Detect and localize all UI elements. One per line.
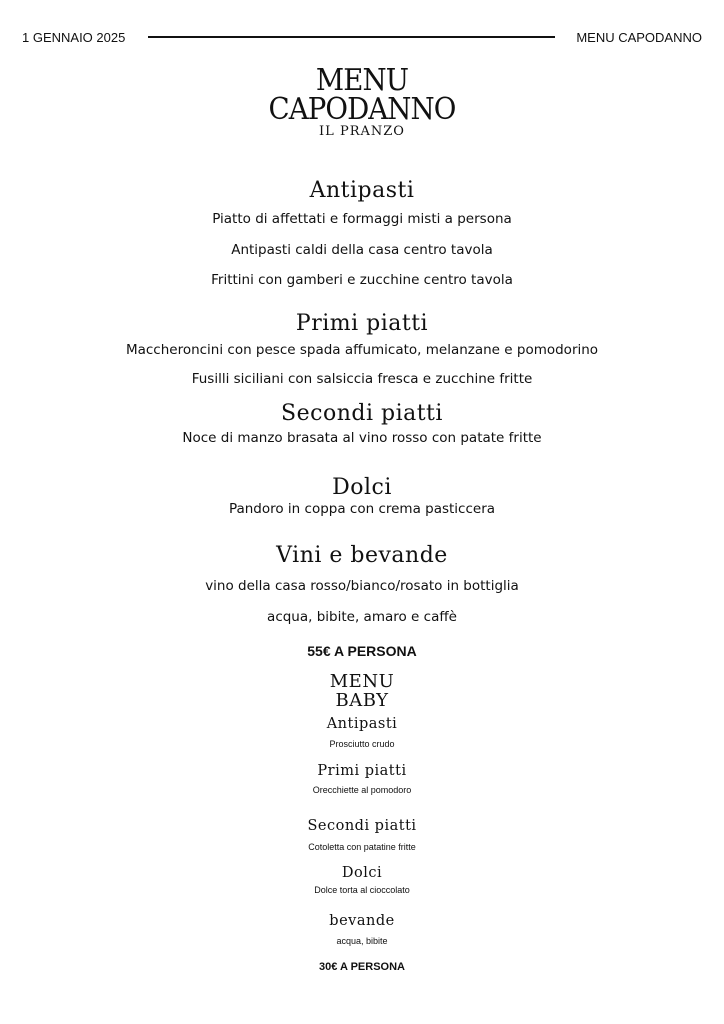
menu-item: vino della casa rosso/bianco/rosato in bottiglia	[205, 578, 519, 594]
baby-item: Prosciutto crudo	[329, 739, 395, 749]
section-title-primi: Primi piatti	[295, 311, 429, 336]
section-title-antipasti: Antipasti	[309, 178, 415, 203]
baby-section-title: Primi piatti	[317, 763, 407, 779]
menu-item: Piatto di affettati e formaggi misti a persona	[212, 211, 512, 227]
menu-item: Antipasti caldi della casa centro tavola	[231, 242, 493, 258]
menu-price: 55€ A PERSONA	[307, 643, 417, 659]
menu-item: Pandoro in coppa con crema pasticcera	[228, 501, 496, 517]
menu-item: Fusilli siciliani con salsiccia fresca e zucchine fritte	[191, 371, 533, 387]
baby-title-line2: BABY	[335, 690, 389, 711]
header-date: 1 GENNAIO 2025	[22, 30, 126, 45]
baby-section-title: Secondi piatti	[307, 818, 417, 834]
baby-price: 30€ A PERSONA	[319, 961, 405, 973]
menu-item: Noce di manzo brasata al vino rosso con patate fritte	[182, 430, 542, 446]
baby-item: Dolce torta al cioccolato	[314, 885, 410, 895]
menu-subtitle: IL PRANZO	[319, 124, 405, 139]
baby-section-title: bevande	[329, 913, 395, 929]
baby-item: Cotoletta con patatine fritte	[308, 842, 416, 852]
menu-item: Maccheroncini con pesce spada affumicato, melanzane e pomodorino	[125, 342, 599, 358]
section-title-vini: Vini e bevande	[276, 543, 448, 568]
section-title-secondi: Secondi piatti	[281, 401, 443, 426]
baby-section-title: Antipasti	[326, 716, 398, 732]
menu-title-line2: CAPODANNO	[268, 92, 456, 127]
baby-item: Orecchiette al pomodoro	[312, 785, 412, 795]
menu-item: Frittini con gamberi e zucchine centro tavola	[211, 272, 513, 288]
header-menu-name: MENU CAPODANNO	[576, 30, 702, 45]
section-title-dolci: Dolci	[332, 475, 392, 500]
header-divider	[148, 36, 555, 38]
baby-item: acqua, bibite	[336, 936, 388, 946]
baby-section-title: Dolci	[341, 865, 383, 881]
menu-item: acqua, bibite, amaro e caffè	[267, 609, 457, 625]
baby-title-line1: MENU	[329, 671, 395, 692]
menu-title-line1: MENU	[315, 63, 409, 98]
